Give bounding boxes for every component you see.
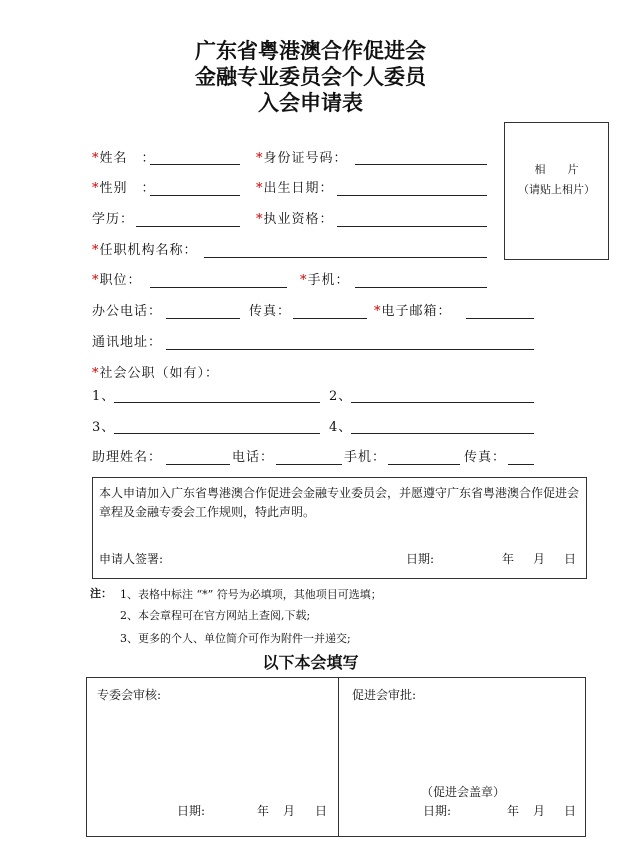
name-label: *姓名 ：	[92, 151, 156, 166]
id-number-field[interactable]	[355, 164, 487, 165]
social-3-label: 3、	[92, 420, 116, 435]
position-field[interactable]	[150, 287, 287, 288]
committee-date-label: 日期:	[177, 804, 206, 818]
qualification-label: *执业资格：	[256, 212, 334, 227]
address-label: 通讯地址：	[92, 335, 163, 350]
assistant-mobile-field[interactable]	[388, 464, 460, 465]
declaration-date-label: 日期:	[406, 552, 435, 566]
committee-review-label: 专委会审核:	[97, 688, 162, 702]
name-field[interactable]	[150, 164, 240, 165]
assistant-name-field[interactable]	[166, 464, 230, 465]
note-item-1: 1、表格中标注 “*” 符号为必填项，其他项目可选填；	[120, 588, 382, 601]
education-field[interactable]	[136, 226, 240, 227]
fax-field[interactable]	[293, 318, 367, 319]
review-table	[86, 677, 586, 837]
assistant-name-label: 助理姓名：	[92, 450, 163, 465]
fax-label: 传真：	[249, 304, 292, 319]
note-item-3: 3、更多的个人、单位简介可作为附件一并递交;	[120, 632, 351, 645]
seal-label: （促进会盖章）	[421, 785, 506, 799]
email-field[interactable]	[466, 318, 534, 319]
social-4-field[interactable]	[351, 433, 534, 434]
social-1-label: 1、	[92, 389, 116, 404]
birth-date-field[interactable]	[337, 195, 487, 196]
birth-date-label: *出生日期：	[256, 181, 334, 196]
committee-month: 月	[283, 804, 296, 818]
approval-month: 月	[533, 804, 546, 818]
social-3-field[interactable]	[114, 433, 320, 434]
approval-date-label: 日期:	[423, 804, 452, 818]
approval-year: 年	[507, 804, 520, 818]
declaration-text: 本人申请加入广东省粤港澳合作促进会金融专业委员会，并愿遵守广东省粤港澳合作促进会章程及金融专委会工作规则，特此声明。	[99, 486, 580, 519]
social-2-label: 2、	[329, 389, 353, 404]
assistant-fax-label: 传真：	[464, 450, 507, 465]
social-2-field[interactable]	[351, 402, 534, 403]
association-approval-label: 促进会审批:	[352, 688, 417, 702]
approval-day: 日	[564, 804, 577, 818]
social-1-field[interactable]	[114, 402, 320, 403]
review-divider	[338, 678, 339, 836]
photo-box[interactable]	[504, 122, 609, 260]
assistant-phone-field[interactable]	[276, 464, 342, 465]
email-label: *电子邮箱：	[374, 304, 452, 319]
education-label: 学历：	[92, 212, 135, 227]
notes-label: 注：	[90, 587, 112, 600]
declaration-day: 日	[564, 552, 577, 566]
assistant-phone-label: 电话：	[232, 450, 275, 465]
declaration-box	[92, 477, 587, 579]
employer-field[interactable]	[204, 257, 487, 258]
office-use-heading: 以下本会填写	[262, 653, 359, 672]
title-line-2: 金融专业委员会个人委员	[195, 65, 426, 89]
committee-day: 日	[315, 804, 328, 818]
note-item-2: 2、本会章程可在官方网站上查阅,下载;	[120, 609, 311, 622]
qualification-field[interactable]	[337, 226, 487, 227]
position-label: *职位：	[92, 273, 142, 288]
committee-year: 年	[257, 804, 270, 818]
photo-hint: （请贴上相片）	[518, 183, 595, 196]
assistant-fax-field[interactable]	[508, 464, 534, 465]
title-line-1: 广东省粤港澳合作促进会	[195, 39, 426, 63]
social-positions-label: *社会公职（如有）：	[92, 366, 220, 381]
gender-label: *性别 ：	[92, 181, 156, 196]
mobile-label: *手机：	[300, 273, 350, 288]
employer-label: *任职机构名称：	[92, 243, 198, 258]
declaration-year: 年	[502, 552, 515, 566]
mobile-field[interactable]	[355, 287, 487, 288]
photo-label: 相 片	[534, 163, 579, 176]
address-field[interactable]	[166, 349, 534, 350]
signature-label[interactable]: 申请人签署:	[99, 552, 164, 566]
id-number-label: *身份证号码：	[256, 151, 348, 166]
social-4-label: 4、	[329, 420, 353, 435]
declaration-month: 月	[533, 552, 546, 566]
office-phone-label: 办公电话：	[92, 304, 163, 319]
gender-field[interactable]	[150, 195, 240, 196]
office-phone-field[interactable]	[166, 318, 240, 319]
title-line-3: 入会申请表	[258, 91, 363, 115]
assistant-mobile-label: 手机：	[344, 450, 387, 465]
